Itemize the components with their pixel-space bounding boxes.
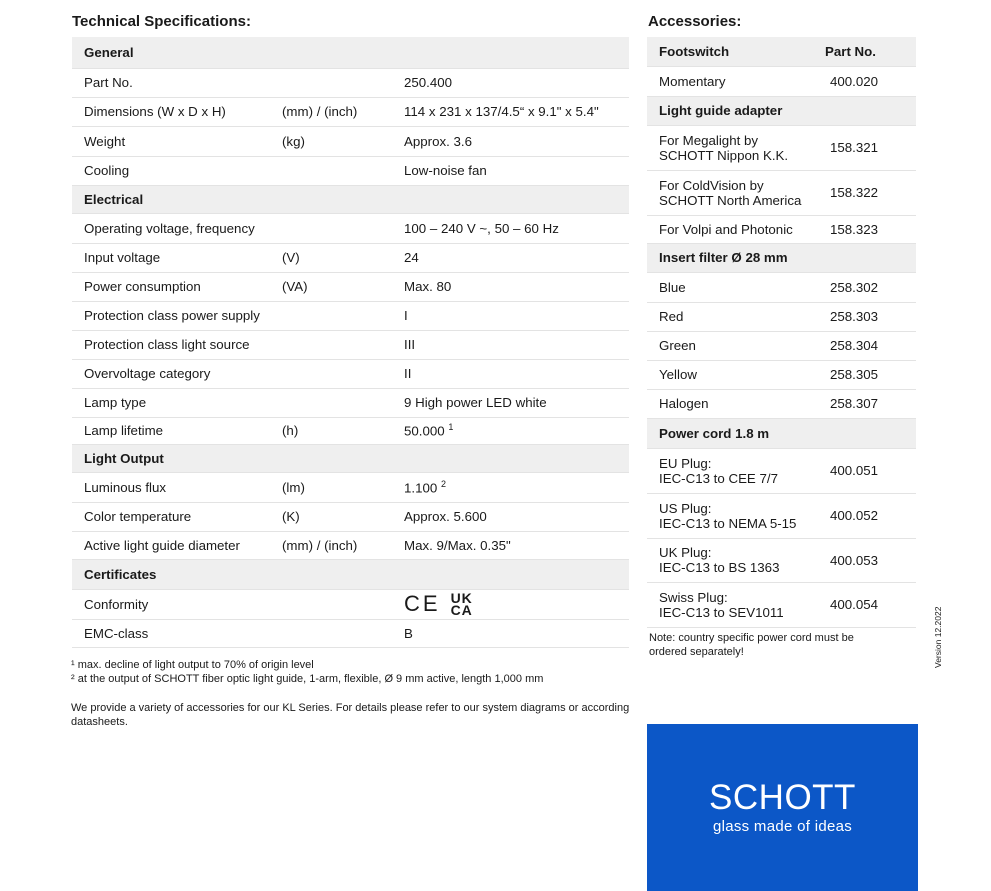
table-row: Lamp type 9 High power LED white [72,388,629,417]
table-row: Operating voltage, frequency 100 – 240 V ~, 50 – 60 Hz [72,213,629,243]
accessories-heading: Accessories: [648,13,742,30]
ukca-mark: UK CA [450,590,473,618]
spec-heading: Technical Specifications: [72,13,251,30]
footnote-1: ¹ max. decline of light output to 70% of origin level [71,659,314,671]
list-item: Green 258.304 [647,331,916,360]
logo-tagline: glass made of ideas [712,818,853,835]
section-footswitch: Footswitch Part No. [647,37,916,66]
list-item: Halogen 258.307 [647,389,916,418]
power-cord-note: Note: country specific power cord must be ordered separately! [649,632,854,658]
list-item: For Megalight by SCHOTT Nippon K.K. 158.321 [647,125,916,170]
table-row: EMC-class B [72,619,629,647]
ce-mark: CE [404,591,441,616]
table-row: Input voltage (V) 24 [72,243,629,272]
version-label: Version 12.2022 [933,606,943,668]
table-row: Protection class light source III [72,330,629,359]
table-row: Protection class power supply I [72,301,629,330]
list-item: Blue 258.302 [647,272,916,302]
list-item: US Plug: IEC-C13 to NEMA 5-15 400.052 [647,493,916,538]
table-row: Conformity CE UK CA [72,589,629,619]
accessories-body [647,37,916,627]
table-row: Part No. 250.400 [72,68,629,97]
table-row: Overvoltage category II [72,359,629,388]
section-electrical: Electrical [72,185,629,213]
section-certificates: Certificates [72,559,629,589]
footnote-2: ² at the output of SCHOTT fiber optic light guide, 1-arm, flexible, Ø 9 mm active, length 1,000 mm [71,673,544,685]
logo-name: SCHOTT [709,778,856,817]
conformity-marks [392,589,629,619]
spec-body [72,37,629,647]
table-row: Color temperature (K) Approx. 5.600 [72,502,629,531]
accessories-table [647,37,916,628]
section-general: General [72,37,629,68]
table-row: Cooling Low-noise fan [72,156,629,185]
section-filter: Insert filter Ø 28 mm [647,243,916,272]
accessories-paragraph: We provide a variety of accessories for our KL Series. For details please refer to our system diagrams or according datasheets. [71,702,630,728]
table-row: Weight (kg) Approx. 3.6 [72,126,629,156]
lamp-lifetime-value: 50.000 $^1$ [392,417,629,444]
list-item: Swiss Plug: IEC-C13 to SEV1011 400.054 [647,582,916,627]
list-item: Red 258.303 [647,302,916,331]
list-item: Momentary 400.020 [647,66,916,96]
luminous-flux-value: 1.100 $^2$ [392,472,629,502]
section-adapter: Light guide adapter [647,96,916,125]
section-light-output: Light Output [72,444,629,472]
list-item: EU Plug: IEC-C13 to CEE 7/7 400.051 [647,448,916,493]
list-item: UK Plug: IEC-C13 to BS 1363 400.053 [647,538,916,582]
section-power-cord: Power cord 1.8 m [647,418,916,448]
table-row: Luminous flux (lm) 1.100 $^2$ [72,472,629,502]
schott-logo [647,724,918,891]
list-item: For Volpi and Photonic 158.323 [647,215,916,243]
table-row: Power consumption (VA) Max. 80 [72,272,629,301]
table-row: Lamp lifetime (h) 50.000 $^1$ [72,417,629,444]
table-row: Active light guide diameter (mm) / (inch) Max. 9/Max. 0.35" [72,531,629,559]
list-item: For ColdVision by SCHOTT North America 158.322 [647,170,916,215]
spec-table [72,37,629,648]
table-row: Dimensions (W x D x H) (mm) / (inch) 114 x 231 x 137/4.5“ x 9.1" x 5.4" [72,97,629,126]
list-item: Yellow 258.305 [647,360,916,389]
